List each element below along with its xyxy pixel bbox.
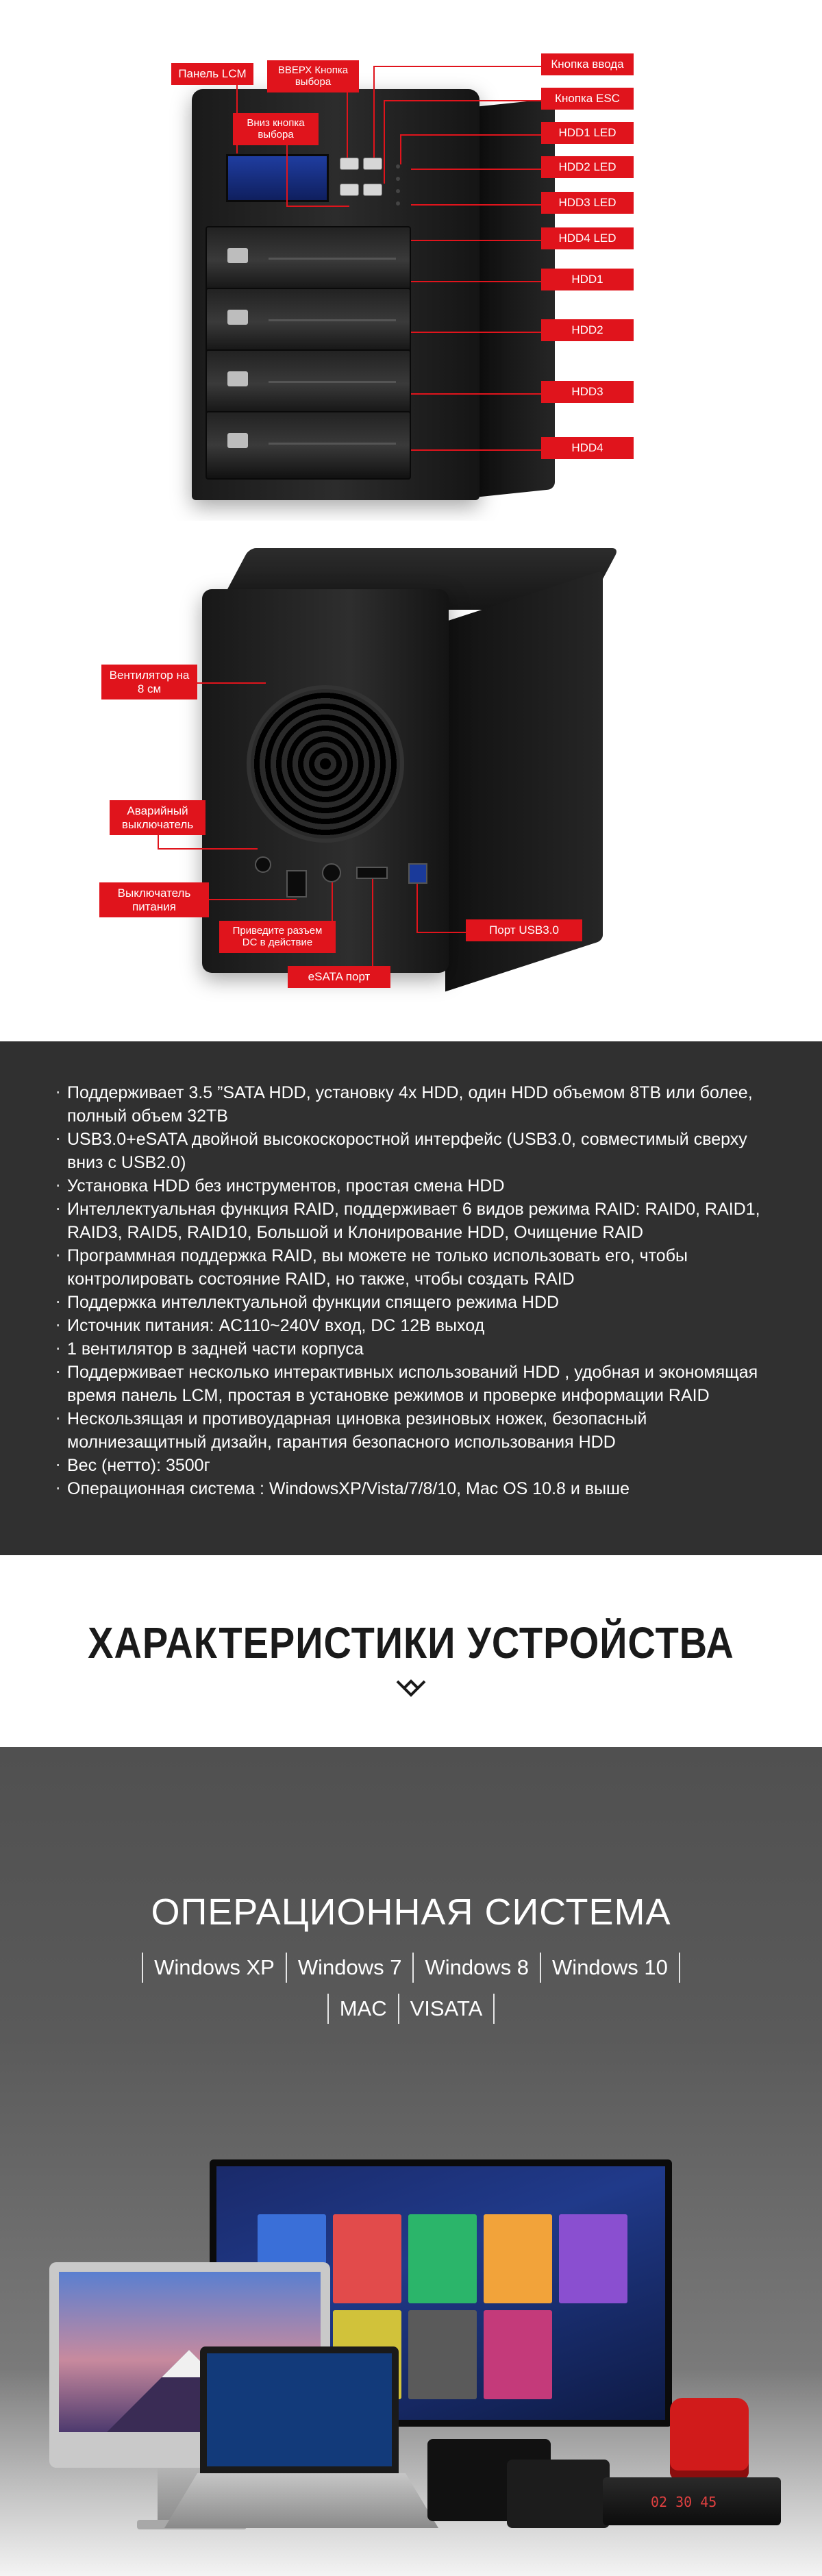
leader-enter-v [373,66,375,158]
callout-esata-port: eSATA порт [288,966,390,988]
spec-item: · Поддерживает несколько интерактивных использований HDD , удобная и экономящая время панель LCM, простая в установке режимов и проверке информации RAID [53,1361,780,1407]
callout-lcm-panel: Панель LCM [171,63,253,85]
hdd4-led-light [396,201,400,206]
spec-item: · Поддерживает 3.5 ”SATA HDD, установку 4x HDD, один HDD объемом 8TB или более, полный объем 32TB [53,1081,780,1128]
os-title: ОПЕРАЦИОННАЯ СИСТЕМА [151,1892,671,1933]
callout-hdd1-led: HDD1 LED [541,122,634,144]
leader-usb-v [416,884,418,933]
spec-item: · Операционная система : WindowsXP/Vista/7/8/10, Mac OS 10.8 и выше [53,1477,780,1500]
leader-hdd4 [411,449,541,451]
fan-grille [247,685,404,843]
tv-app-tile [559,2214,627,2303]
callout-hdd2-led: HDD2 LED [541,156,634,178]
leader-hdd3-led [411,204,541,206]
leader-emergency-h [158,848,258,850]
esata-socket [356,867,388,879]
os-item: VISATA [398,1994,495,2024]
callout-enter-button: Кнопка ввода [541,53,634,75]
spec-item: · Источник питания: AC110~240V вход, DC 12В выход [53,1314,780,1337]
hdd2-led-light [396,177,400,181]
power-switch [286,870,307,897]
os-list-row-2 [0,1994,822,2024]
emergency-switch-hole [255,856,271,873]
features-title: ХАРАКТЕРИСТИКИ УСТРОЙСТВА [88,1618,734,1668]
leader-emergency-v [158,833,159,850]
usb3-socket [408,863,427,884]
callout-hdd1: HDD1 [541,269,634,290]
leader-esata [372,879,373,966]
callout-hdd4-led: HDD4 LED [541,227,634,249]
hdd4-bay [206,411,411,480]
os-item: Windows XP [142,1953,286,1983]
os-section [0,1747,822,2576]
hdd3-led-light [396,189,400,193]
red-speaker-device [670,2398,749,2480]
tv-app-tile [408,2310,477,2399]
leader-hdd1-led-v [400,134,401,164]
callout-esc-button: Кнопка ESC [541,88,634,110]
enter-key [363,158,382,170]
front-view-section [0,0,822,521]
callout-usb-port: Порт USB3.0 [466,919,582,941]
leader-hdd1 [411,281,541,282]
callout-emergency-switch: Аварийный выключатель [110,800,206,835]
os-item: Windows 7 [286,1953,413,1983]
up-select-key [340,158,359,170]
callout-hdd4: HDD4 [541,437,634,459]
down-select-key [340,184,359,196]
spec-item: · Вес (нетто): 3500г [53,1454,780,1477]
leader-hdd2-led [411,169,541,170]
spec-item: · 1 вентилятор в задней части корпуса [53,1337,780,1361]
spec-item: · Установка HDD без инструментов, простая смена HDD [53,1174,780,1198]
laptop-device [200,2346,399,2473]
tv-app-tile [408,2214,477,2303]
spec-item: · Интеллектуальная функция RAID, поддерживает 6 видов режима RAID: RAID0, RAID1, RAID3, RAID5, RAID10, Большой и Клонирование HDD, Очищение RAID [53,1198,780,1244]
tv-app-tile [484,2310,552,2399]
hdd3-bay [206,349,411,418]
media-player-device [507,2460,610,2528]
leader-up [347,92,348,158]
dvr-time-display: 02 30 45 [651,2494,717,2510]
features-heading-section [0,1555,822,1747]
callout-hdd2: HDD2 [541,319,634,341]
leader-fan [197,682,266,684]
leader-esc-v [384,100,385,184]
tv-app-tile [484,2214,552,2303]
os-item: MAC [327,1994,398,2024]
callout-power-switch: Выключатель питания [99,882,209,917]
esc-key [363,184,382,196]
spec-item: · Нескользящая и противоударная циновка резиновых ножек, безопасный молниезащитный дизайн, гарантия безопасного использования HDD [53,1407,780,1454]
callout-fan: Вентилятор на 8 см [101,665,197,699]
callout-hdd3: HDD3 [541,381,634,403]
os-item: Windows 10 [540,1953,680,1983]
laptop-screen [207,2353,392,2466]
chevron-down-icon [395,1677,427,1698]
leader-esc-h [384,100,541,101]
tv-app-tile [333,2214,401,2303]
callout-down-button: Вниз кнопка выбора [233,113,319,145]
leader-hdd3 [411,393,541,395]
hdd1-led-light [396,164,400,169]
dc-jack [322,863,341,882]
hdd1-bay [206,226,411,295]
leader-hdd4-led [411,240,541,241]
os-item: Windows 8 [412,1953,540,1983]
leader-enter-h [373,66,541,67]
dvr-device [603,2477,781,2525]
leader-down-h2 [286,206,321,207]
leader-usb-h [416,932,466,933]
lcm-display [226,154,329,202]
leader-hdd2 [411,332,541,333]
laptop-keyboard [164,2473,438,2528]
spec-item: · USB3.0+eSATA двойной высокоскоростной интерфейс (USB3.0, совместимый сверху вниз с USB2.0) [53,1128,780,1174]
leader-hdd1-led [400,134,541,136]
leader-down-v [286,144,288,207]
leader-dc [332,882,333,921]
leader-power-h [209,899,297,900]
spec-list [53,1081,780,1500]
os-list-row-1 [0,1953,822,1983]
callout-up-button: ВВЕРХ Кнопка выбора [267,60,359,92]
spec-item: · Поддержка интеллектуальной функции спящего режима HDD [53,1291,780,1314]
hdd2-bay [206,288,411,356]
callout-hdd3-led: HDD3 LED [541,192,634,214]
back-view-section [0,521,822,1041]
callout-dc-port: Приведите разъем DC в действие [219,921,336,953]
spec-item: · Программная поддержка RAID, вы можете не только использовать его, чтобы контролировать состояние RAID, но также, чтобы создать RAID [53,1244,780,1291]
leader-down-h [319,206,349,207]
specifications-section [0,1041,822,1555]
